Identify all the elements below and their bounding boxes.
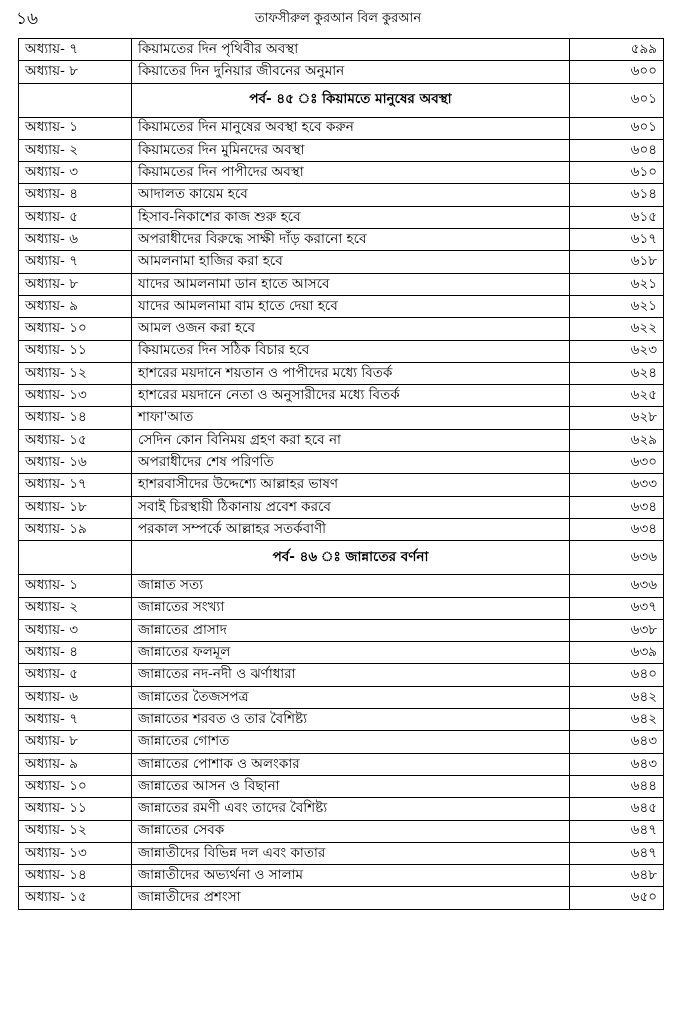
page-number-cell: ৬৩৭ bbox=[570, 597, 664, 619]
page-number-cell: ৬৩৪ bbox=[570, 496, 664, 518]
chapter-row bbox=[19, 753, 664, 775]
chapter-title: কিয়ামতের দিন মানুষের অবস্থা হবে করুন bbox=[132, 117, 570, 139]
page-number-cell: ৬১৫ bbox=[570, 206, 664, 228]
chapter-row bbox=[19, 496, 664, 518]
chapter-cell: অধ্যায়- ৪ bbox=[19, 642, 132, 664]
chapter-cell: অধ্যায়- ১ bbox=[19, 575, 132, 597]
chapter-cell: অধ্যায়- ১২ bbox=[19, 820, 132, 842]
page-number-cell: ৬০০ bbox=[570, 61, 664, 83]
chapter-row bbox=[19, 407, 664, 429]
chapter-cell: অধ্যায়- ১৪ bbox=[19, 407, 132, 429]
page-number-cell: ৬৪৩ bbox=[570, 731, 664, 753]
chapter-title: পরকাল সম্পর্কে আল্লাহর সতর্কবাণী bbox=[132, 518, 570, 540]
chapter-title: অপরাধীদের শেষ পরিণতি bbox=[132, 452, 570, 474]
page-number-cell: ৬১৮ bbox=[570, 251, 664, 273]
chapter-row bbox=[19, 429, 664, 451]
part-title: পর্ব- ৪৫ ঃ কিয়ামতে মানুষের অবস্থা bbox=[132, 83, 570, 117]
chapter-cell: অধ্যায়- ১৪ bbox=[19, 865, 132, 887]
part-title: পর্ব- ৪৬ ঃ জান্নাতের বর্ণনা bbox=[132, 541, 570, 575]
chapter-title: জান্নাতের সেবক bbox=[132, 820, 570, 842]
part-heading-row bbox=[19, 541, 664, 575]
page-number-cell: ৬১৭ bbox=[570, 229, 664, 251]
chapter-cell: অধ্যায়- ৭ bbox=[19, 251, 132, 273]
page-number-cell: ৬২২ bbox=[570, 318, 664, 340]
page-number-cell: ৬২৮ bbox=[570, 407, 664, 429]
page-number-cell: ৬১০ bbox=[570, 162, 664, 184]
page-header bbox=[0, 0, 676, 36]
chapter-cell: অধ্যায়- ১ bbox=[19, 117, 132, 139]
chapter-row bbox=[19, 117, 664, 139]
chapter-title: জান্নাতের আসন ও বিছানা bbox=[132, 775, 570, 797]
chapter-cell: অধ্যায়- ১৩ bbox=[19, 842, 132, 864]
chapter-title: সেদিন কোন বিনিময় গ্রহণ করা হবে না bbox=[132, 429, 570, 451]
chapter-row bbox=[19, 162, 664, 184]
page-number-cell: ৬৪৭ bbox=[570, 820, 664, 842]
chapter-row bbox=[19, 664, 664, 686]
chapter-cell: অধ্যায়- ১৫ bbox=[19, 887, 132, 909]
chapter-title: কিয়ামতের দিন মুমিনদের অবস্থা bbox=[132, 139, 570, 161]
chapter-cell: অধ্যায়- ৫ bbox=[19, 206, 132, 228]
page-number-cell: ৬৩৬ bbox=[570, 575, 664, 597]
chapter-row bbox=[19, 686, 664, 708]
chapter-row bbox=[19, 184, 664, 206]
chapter-row bbox=[19, 206, 664, 228]
chapter-row bbox=[19, 518, 664, 540]
chapter-cell: অধ্যায়- ৯ bbox=[19, 753, 132, 775]
chapter-cell: অধ্যায়- ৭ bbox=[19, 709, 132, 731]
chapter-cell: অধ্যায়- ৮ bbox=[19, 273, 132, 295]
chapter-row bbox=[19, 709, 664, 731]
chapter-cell: অধ্যায়- ৪ bbox=[19, 184, 132, 206]
chapter-row bbox=[19, 61, 664, 83]
chapter-row bbox=[19, 798, 664, 820]
chapter-cell: অধ্যায়- ৬ bbox=[19, 229, 132, 251]
chapter-cell: অধ্যায়- ১১ bbox=[19, 798, 132, 820]
chapter-cell: অধ্যায়- ১৮ bbox=[19, 496, 132, 518]
page-number-cell: ৬৪৭ bbox=[570, 842, 664, 864]
chapter-row bbox=[19, 362, 664, 384]
chapter-title: জান্নাতের তৈজসপত্র bbox=[132, 686, 570, 708]
chapter-cell: অধ্যায়- ৩ bbox=[19, 162, 132, 184]
chapter-title: জান্নাতের পোশাক ও অলংকার bbox=[132, 753, 570, 775]
chapter-title: জান্নাতের গোশত bbox=[132, 731, 570, 753]
chapter-title: জান্নাতের শরবত ও তার বৈশিষ্ট্য bbox=[132, 709, 570, 731]
page-number-cell: ৬২৩ bbox=[570, 340, 664, 362]
chapter-title: জান্নাত সত্য bbox=[132, 575, 570, 597]
chapter-title: হাশরবাসীদের উদ্দেশ্যে আল্লাহর ভাষণ bbox=[132, 474, 570, 496]
chapter-title: হাশরের ময়দানে শয়তান ও পাপীদের মধ্যে বিতর্ক bbox=[132, 362, 570, 384]
chapter-cell bbox=[19, 83, 132, 117]
chapter-cell: অধ্যায়- ২ bbox=[19, 139, 132, 161]
page-number-cell: ৬২১ bbox=[570, 273, 664, 295]
chapter-title: কিয়ামতের দিন পাপীদের অবস্থা bbox=[132, 162, 570, 184]
book-title: তাফসীরুল কুরআন বিল কুরআন bbox=[254, 11, 422, 26]
chapter-title: জান্নাতের সংখ্যা bbox=[132, 597, 570, 619]
chapter-row bbox=[19, 731, 664, 753]
page-number-cell: ৬৪০ bbox=[570, 664, 664, 686]
page-number-cell: ৬৩৪ bbox=[570, 518, 664, 540]
chapter-title: আদালত কায়েম হবে bbox=[132, 184, 570, 206]
chapter-row bbox=[19, 619, 664, 641]
chapter-cell: অধ্যায়- ১৫ bbox=[19, 429, 132, 451]
page-number-cell: ৬৪২ bbox=[570, 686, 664, 708]
chapter-cell: অধ্যায়- ৯ bbox=[19, 295, 132, 317]
chapter-title: জান্নাতীদের প্রশংসা bbox=[132, 887, 570, 909]
chapter-title: আমলনামা হাজির করা হবে bbox=[132, 251, 570, 273]
chapter-title: জান্নাতীদের অভ্যর্থনা ও সালাম bbox=[132, 865, 570, 887]
table-of-contents bbox=[18, 38, 664, 910]
chapter-title: শাফা'আত bbox=[132, 407, 570, 429]
chapter-cell: অধ্যায়- ১০ bbox=[19, 775, 132, 797]
chapter-title: কিয়ামতের দিন সঠিক বিচার হবে bbox=[132, 340, 570, 362]
chapter-row bbox=[19, 273, 664, 295]
page-number-cell: ৬৪৫ bbox=[570, 798, 664, 820]
chapter-cell: অধ্যায়- ৭ bbox=[19, 39, 132, 61]
page-number-cell: ৬০১ bbox=[570, 83, 664, 117]
chapter-cell: অধ্যায়- ১৩ bbox=[19, 385, 132, 407]
chapter-title: জান্নাতের রমণী এবং তাদের বৈশিষ্ট্য bbox=[132, 798, 570, 820]
chapter-row bbox=[19, 865, 664, 887]
chapter-title: জান্নাতের নদ-নদী ও ঝর্ণাধারা bbox=[132, 664, 570, 686]
page-number-cell: ৫৯৯ bbox=[570, 39, 664, 61]
chapter-row bbox=[19, 318, 664, 340]
chapter-row bbox=[19, 597, 664, 619]
chapter-row bbox=[19, 775, 664, 797]
chapter-row bbox=[19, 139, 664, 161]
page-number-cell: ৬০৪ bbox=[570, 139, 664, 161]
chapter-cell: অধ্যায়- ২ bbox=[19, 597, 132, 619]
chapter-row bbox=[19, 229, 664, 251]
chapter-row bbox=[19, 887, 664, 909]
chapter-title: হাশরের ময়দানে নেতা ও অনুসারীদের মধ্যে বিতর্ক bbox=[132, 385, 570, 407]
chapter-row bbox=[19, 295, 664, 317]
chapter-title: জান্নাতীদের বিভিন্ন দল এবং কাতার bbox=[132, 842, 570, 864]
page-number-cell: ৬০১ bbox=[570, 117, 664, 139]
page-number-cell: ৬৪৪ bbox=[570, 775, 664, 797]
page-number-cell: ৬২৯ bbox=[570, 429, 664, 451]
page-number-cell: ৬৩০ bbox=[570, 452, 664, 474]
chapter-row bbox=[19, 642, 664, 664]
chapter-title: অপরাধীদের বিরুদ্ধে সাক্ষী দাঁড় করানো হবে bbox=[132, 229, 570, 251]
chapter-title: কিয়ামতের দিন পৃথিবীর অবস্থা bbox=[132, 39, 570, 61]
chapter-title: জান্নাতের প্রাসাদ bbox=[132, 619, 570, 641]
chapter-row bbox=[19, 340, 664, 362]
part-heading-row bbox=[19, 83, 664, 117]
chapter-cell: অধ্যায়- ১৭ bbox=[19, 474, 132, 496]
page-number-cell: ৬২১ bbox=[570, 295, 664, 317]
chapter-row bbox=[19, 39, 664, 61]
chapter-cell: অধ্যায়- ১১ bbox=[19, 340, 132, 362]
page-number-cell: ৬৪৮ bbox=[570, 865, 664, 887]
chapter-cell: অধ্যায়- ৮ bbox=[19, 731, 132, 753]
chapter-row bbox=[19, 575, 664, 597]
chapter-row bbox=[19, 842, 664, 864]
chapter-title: যাদের আমলনামা ডান হাতে আসবে bbox=[132, 273, 570, 295]
page-number: ১৬ bbox=[16, 9, 39, 29]
chapter-row bbox=[19, 452, 664, 474]
page-number-cell: ৬৩৬ bbox=[570, 541, 664, 575]
chapter-title: সবাই চিরস্থায়ী ঠিকানায় প্রবেশ করবে bbox=[132, 496, 570, 518]
page-number-cell: ৬৫০ bbox=[570, 887, 664, 909]
page-number-cell: ৬৩৩ bbox=[570, 474, 664, 496]
page-number-cell: ৬৪৩ bbox=[570, 753, 664, 775]
chapter-cell: অধ্যায়- ১৯ bbox=[19, 518, 132, 540]
chapter-title: হিসাব-নিকাশের কাজ শুরু হবে bbox=[132, 206, 570, 228]
chapter-row bbox=[19, 474, 664, 496]
chapter-cell: অধ্যায়- ১২ bbox=[19, 362, 132, 384]
chapter-cell: অধ্যায়- ১৬ bbox=[19, 452, 132, 474]
chapter-cell bbox=[19, 541, 132, 575]
page-number-cell: ৬৩৮ bbox=[570, 619, 664, 641]
chapter-cell: অধ্যায়- ৮ bbox=[19, 61, 132, 83]
chapter-cell: অধ্যায়- ৩ bbox=[19, 619, 132, 641]
chapter-title: কিয়াতের দিন দুনিয়ার জীবনের অনুমান bbox=[132, 61, 570, 83]
chapter-cell: অধ্যায়- ৫ bbox=[19, 664, 132, 686]
chapter-cell: অধ্যায়- ১০ bbox=[19, 318, 132, 340]
page-number-cell: ৬৩৯ bbox=[570, 642, 664, 664]
page-number-cell: ৬৪২ bbox=[570, 709, 664, 731]
chapter-title: জান্নাতের ফলমূল bbox=[132, 642, 570, 664]
chapter-row bbox=[19, 820, 664, 842]
page-number-cell: ৬২৪ bbox=[570, 362, 664, 384]
chapter-title: আমল ওজন করা হবে bbox=[132, 318, 570, 340]
chapter-row bbox=[19, 385, 664, 407]
toc-body bbox=[19, 39, 664, 910]
chapter-cell: অধ্যায়- ৬ bbox=[19, 686, 132, 708]
chapter-row bbox=[19, 251, 664, 273]
page-number-cell: ৬২৫ bbox=[570, 385, 664, 407]
chapter-title: যাদের আমলনামা বাম হাতে দেয়া হবে bbox=[132, 295, 570, 317]
page-number-cell: ৬১৪ bbox=[570, 184, 664, 206]
